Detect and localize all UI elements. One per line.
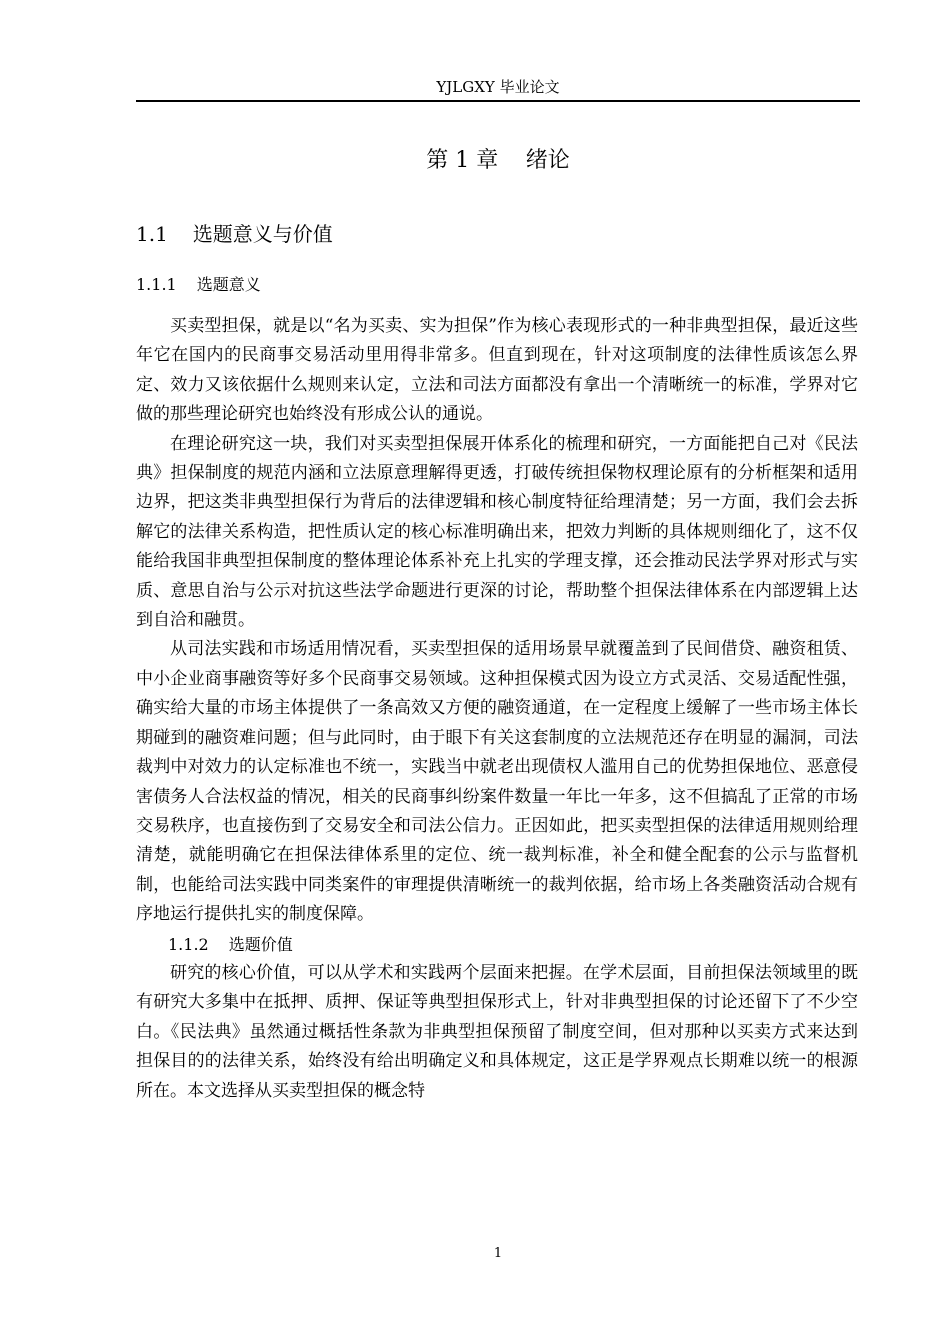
subsection-2-title: 选题价值: [228, 934, 293, 954]
chapter-title: [136, 146, 860, 176]
subsection-1-number: 1.1.1: [136, 275, 177, 294]
subsection-heading-2: [136, 930, 858, 959]
paragraph: 买卖型担保，就是以“名为买卖、实为担保”作为核心表现形式的一种非典型担保，最近这些年它在国内的民商事交易活动里用得非常多。但直到现在，针对这项制度的法律性质该怎么界定、效力又该依据什么规则来认定，立法和司法方面都没有拿出一个清晰统一的标准，学界对它做的那些理论研究也始终没有形成公认的通说。: [136, 316, 858, 425]
subsection-heading-1: [136, 274, 261, 296]
section-heading: [136, 220, 333, 248]
subsection-1-title: 选题意义: [196, 275, 261, 294]
chapter-number: 第 1 章: [426, 148, 499, 173]
header-divider: [136, 100, 860, 102]
body-text: [136, 312, 858, 1106]
running-header: YJLGXY 毕业论文: [436, 78, 560, 96]
subsection-2-number: 1.1.2: [168, 934, 209, 954]
section-number: 1.1: [136, 222, 168, 246]
paragraph: 研究的核心价值，可以从学术和实践两个层面来把握。在学术层面，目前担保法领域里的既有研究大多集中在抵押、质押、保证等典型担保形式上，针对非典型担保的讨论还留下了不少空白。《民法典》虽然通过概括性条款为非典型担保预留了制度空间，但对那种以买卖方式来达到担保目的的法律关系，始终没有给出明确定义和具体规定，这正是学界观点长期难以统一的根源所在。本文选择从买卖型担保的概念特: [136, 962, 858, 1101]
section-title: 选题意义与价值: [192, 222, 333, 246]
chapter-name: 绪论: [525, 148, 570, 173]
paragraph: 从司法实践和市场适用情况看，买卖型担保的适用场景早就覆盖到了民间借贷、融资租赁、中小企业商事融资等好多个民商事交易领域。这种担保模式因为设立方式灵活、交易适配性强，确实给大量的市场主体提供了一条高效又方便的融资通道，在一定程度上缓解了一些市场主体长期碰到的融资难问题；但与此同时，由于眼下有关这套制度的立法规范还存在明显的漏洞，司法裁判中对效力的认定标准也不统一，实践当中就老出现债权人滥用自己的优势担保地位、恶意侵害债务人合法权益的情况，相关的民商事纠纷案件数量一年比一年多，这不但搞乱了正常的市场交易秩序，也直接伤到了交易安全和司法公信力。正因如此，把买卖型担保的法律适用规则给理清楚，就能明确它在担保法律体系里的定位、统一裁判标准，补全和健全配套的公示与监督机制，也能给司法实践中同类案件的审理提供清晰统一的裁判依据，给市场上各类融资活动合规有序地运行提供扎实的制度保障。: [136, 639, 858, 925]
paragraph: 在理论研究这一块，我们对买卖型担保展开体系化的梳理和研究，一方面能把自己对《民法典》担保制度的规范内涵和立法原意理解得更透，打破传统担保物权理论原有的分析框架和适用边界，把这类非典型担保行为背后的法律逻辑和核心制度特征给理清楚；另一方面，我们会去拆解它的法律关系构造，把性质认定的核心标准明确出来，把效力判断的具体规则细化了，这不仅能给我国非典型担保制度的整体理论体系补充上扎实的学理支撑，还会推动民法学界对形式与实质、意思自治与公示对抗这些法学命题进行更深的讨论，帮助整个担保法律体系在内部逻辑上达到自洽和融贯。: [136, 433, 858, 631]
page-number: 1: [493, 1246, 503, 1261]
